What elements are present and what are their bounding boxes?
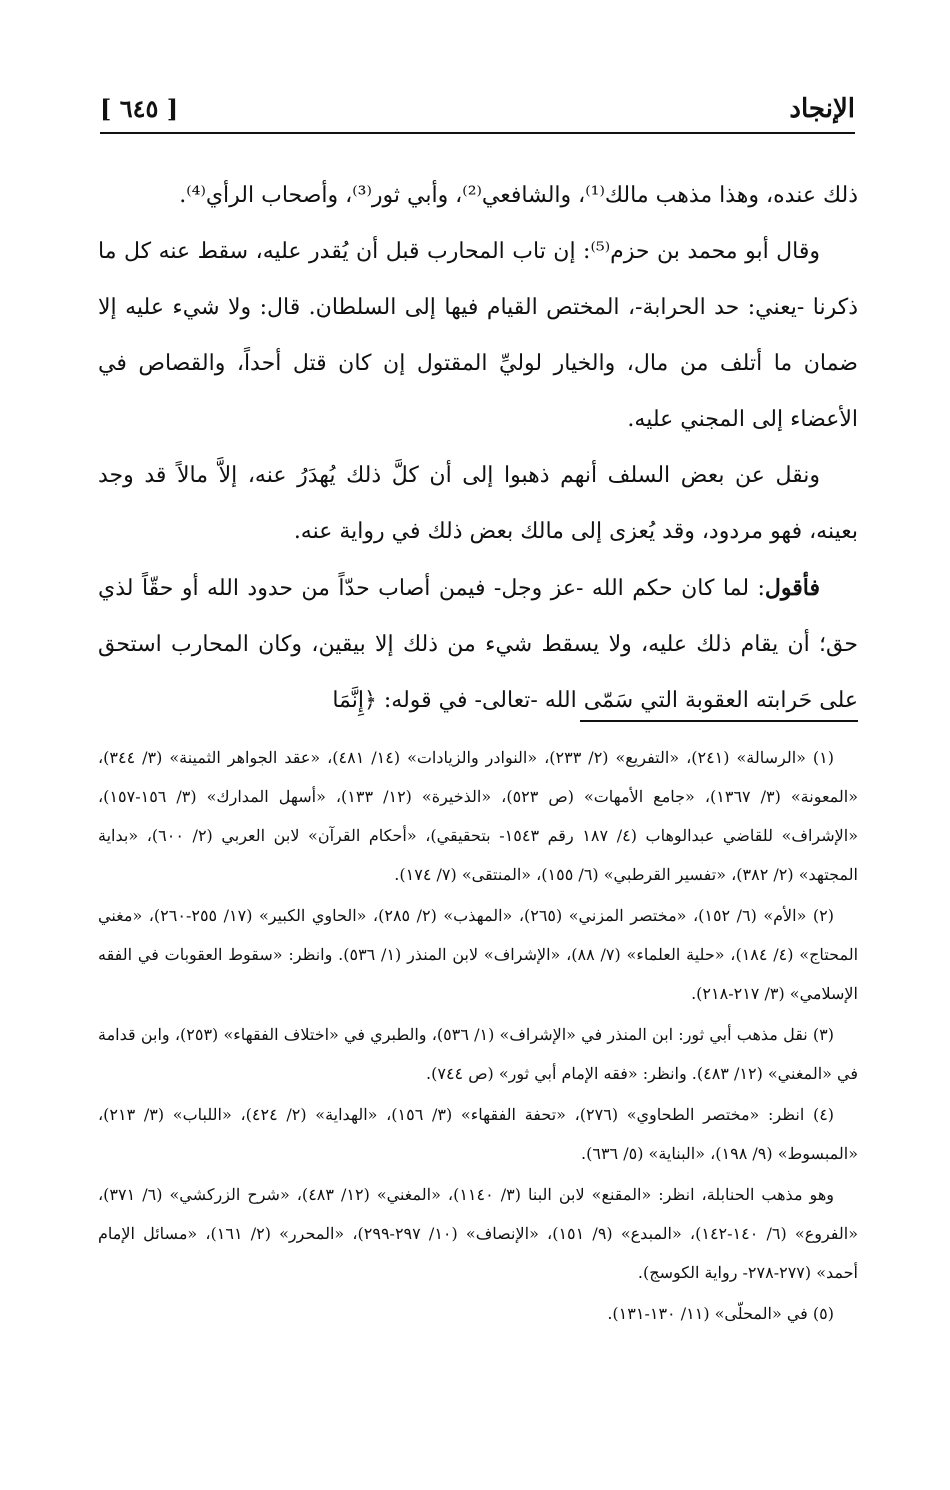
paragraph-4-lead: فأقول	[764, 575, 820, 601]
paragraph-1: ذلك عنده، وهذا مذهب مالك⁽¹⁾، والشافعي⁽²⁾، وأبي ثور⁽³⁾، وأصحاب الرأي⁽⁴⁾.	[179, 183, 858, 208]
paragraph-3: ونقل عن بعض السلف أنهم ذهبوا إلى أن كلَّ ذلك يُهدَرُ عنه، إلاَّ مالاً قد وجد بعينه، فهو مردود، وقد يُعزى إلى مالك بعض ذلك في رواية عنه.	[98, 463, 858, 544]
running-title: الإنجاد	[789, 94, 855, 124]
main-text	[98, 168, 858, 729]
paragraph-2: وقال أبو محمد بن حزم⁽⁵⁾: إن تاب المحارب قبل أن يُقدر عليه، سقط عنه كل ما ذكرنا -يعني: حد الحرابة-، المختص القيام فيها إلى السلطان. قال: ولا شيء عليه إلا ضمان ما أتلف من مال، والخيار لوليِّ المقتول إن كان قتل أحداً، والقصاص في الأعضاء إلى المجني عليه.	[98, 239, 858, 432]
footnote-2: (٢) «الأم» (٦/ ١٥٢)، «مختصر المزني» (٢٦٥)، «المهذب» (٢/ ٢٨٥)، «الحاوي الكبير» (١٧/ ٢٥٥-٢٦٠)، «مغني المحتاج» (٤/ ١٨٤)، «حلية العلماء» (٧/ ٨٨)، «الإشراف» لابن المنذر (١/ ٥٣٦). وانظر: «سقوط العقوبات في الفقه الإسلامي» (٣/ ٢١٧-٢١٨).	[98, 906, 859, 1003]
footnote-1: (١) «الرسالة» (٢٤١)، «التفريع» (٢/ ٢٣٣)، «النوادر والزيادات» (١٤/ ٤٨١)، «عقد الجواهر الثمينة» (٣/ ٣٤٤)، «المعونة» (٣/ ١٣٦٧)، «جامع الأمهات» (ص ٥٢٣)، «الذخيرة» (١٢/ ١٣٣)، «أسهل المدارك» (٣/ ١٥٦-١٥٧)، «الإشراف» للقاضي عبدالوهاب (٤/ ١٨٧ رقم ١٥٤٣- بتحقيقي)، «أحكام القرآن» لابن العربي (٢/ ٦٠٠)، «بداية المجتهد» (٢/ ٣٨٢)، «تفسير القرطبي» (٦/ ١٥٥)، «المنتقى» (٧/ ١٧٤).	[98, 748, 859, 884]
footnotes	[98, 738, 858, 1335]
footnote-3: (٣) نقل مذهب أبي ثور: ابن المنذر في «الإشراف» (١/ ٥٣٦)، والطبري في «اختلاف الفقهاء» (٢٥٣)، وابن قدامة في «المغني» (١٢/ ٤٨٣). وانظر: «فقه الإمام أبي ثور» (ص ٧٤٤).	[98, 1025, 858, 1083]
page-header	[100, 92, 855, 134]
footnote-5: (٥) في «المحلّى» (١١/ ١٣٠-١٣١).	[607, 1304, 834, 1323]
footnote-4-continued: وهو مذهب الحنابلة، انظر: «المقنع» لابن البنا (٣/ ١١٤٠)، «المغني» (١٢/ ٤٨٣)، «شرح الزركشي» (٦/ ٣٧١)، «الفروع» (٦/ ١٤٠-١٤٢)، «المبدع» (٩/ ١٥١)، «الإنصاف» (١٠/ ٢٩٧-٢٩٩)، «المحرر» (٢/ ١٦١)، «مسائل الإمام أحمد» (٢٧٧-٢٧٨- رواية الكوسج).	[98, 1185, 858, 1282]
paragraph-4	[98, 560, 858, 729]
paragraph-4-text: : لما كان حكم الله -عز وجل- فيمن أصاب حدّاً من حدود الله أو حقّاً لذي حق؛ أن يقام ذلك عليه، ولا يسقط شيء من ذلك إلا بيقين، وكان المحارب استحق على حَرابته العقوبة التي سَمّى الله -تعالى- في قوله: ﴿إِنَّمَا	[98, 576, 858, 713]
footnote-4: (٤) انظر: «مختصر الطحاوي» (٢٧٦)، «تحفة الفقهاء» (٣/ ١٥٦)، «الهداية» (٢/ ٤٢٤)، «اللباب» (٣/ ٢١٣)، «المبسوط» (٩/ ١٩٨)، «البناية» (٥/ ٦٣٦).	[98, 1105, 858, 1163]
page-number: [ ٦٤٥ ]	[100, 94, 179, 123]
footnote-separator	[580, 720, 858, 722]
